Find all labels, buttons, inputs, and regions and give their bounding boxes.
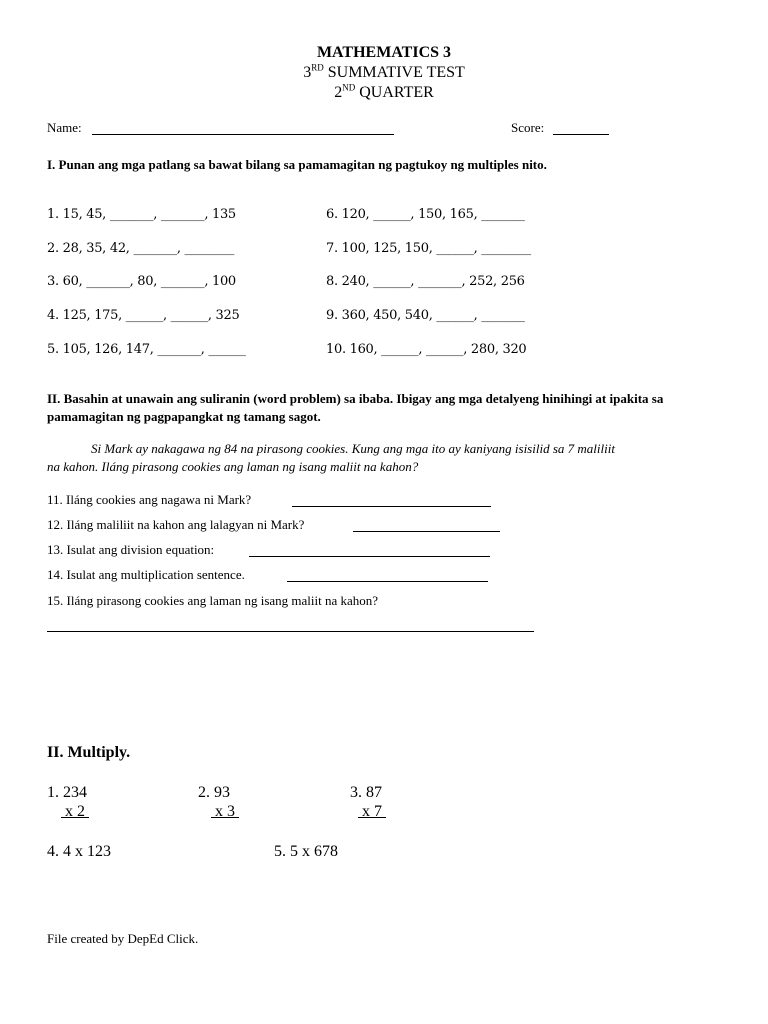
answer-line-14[interactable] — [287, 581, 488, 582]
score-label: Score: — [511, 120, 545, 135]
sequence-item-2: 2. 28, 35, 42, _______, ________ — [47, 241, 235, 256]
multiply-item-2-multiplier: x 3 — [215, 803, 235, 820]
answer-line-11[interactable] — [292, 506, 491, 507]
word-problem-line-2: na kahon. Iláng pirasong cookies ang laman ng isang maliit na kahon? — [47, 459, 419, 474]
name-field-line[interactable] — [92, 134, 394, 135]
sequence-item-8: 8. 240, ______, _______, 252, 256 — [326, 274, 525, 289]
question-15: 15. Iláng pirasong cookies ang laman ng isang maliit na kahon? — [47, 593, 379, 608]
multiply-item-3-bottom — [358, 803, 386, 821]
section2-instruction: II. Basahin at unawain ang suliranin (word problem) sa ibaba. Ibigay ang mga detalyeng hinihingi at ipakita sa pamamagitan ng pagpapangkat ng tamang sagot. — [47, 391, 664, 424]
answer-line-15[interactable] — [47, 631, 534, 632]
multiply-item-1-top: 1. 234 — [47, 784, 87, 801]
multiply-item-4: 4. 4 x 123 — [47, 843, 111, 860]
page-title: MATHEMATICS 3 — [316, 44, 452, 61]
quarter-label — [0, 84, 768, 102]
question-14: 14. Isulat ang multiplication sentence. — [47, 567, 245, 582]
quarter-number-suffix: ND — [342, 82, 356, 93]
test-number-suffix: RD — [311, 62, 324, 73]
sequence-item-3: 3. 60, _______, 80, _______, 100 — [47, 274, 236, 289]
test-name: SUMMATIVE TEST — [323, 64, 465, 81]
multiply-item-1-multiplier: x 2 — [65, 803, 85, 820]
multiply-heading: II. Multiply. — [47, 744, 131, 761]
test-number: 3 — [303, 64, 312, 81]
sequence-item-6: 6. 120, ______, 150, 165, _______ — [326, 207, 525, 222]
question-11: 11. Iláng cookies ang nagawa ni Mark? — [47, 492, 252, 507]
multiply-item-3-multiplier: x 7 — [362, 803, 382, 820]
question-12: 12. Iláng maliliit na kahon ang lalagyan ni Mark? — [47, 517, 305, 532]
section1-instruction: I. Punan ang mga patlang sa bawat bilang sa pamamagitan ng pagtukoy ng multiples nito. — [47, 157, 547, 172]
name-label: Name: — [47, 120, 82, 135]
sequence-item-9: 9. 360, 450, 540, ______, _______ — [326, 308, 525, 323]
word-problem-line-1: Si Mark ay nakagawa ng 84 na pirasong cookies. Kung ang mga ito ay kaniyang isisilid sa 7 maliliit — [91, 441, 615, 456]
multiply-item-2-top: 2. 93 — [198, 784, 230, 801]
question-13: 13. Isulat ang division equation: — [47, 542, 215, 557]
multiply-item-5: 5. 5 x 678 — [274, 843, 338, 860]
answer-line-12[interactable] — [353, 531, 500, 532]
multiply-item-1-bottom — [61, 803, 89, 821]
test-subtitle — [0, 64, 768, 82]
multiply-item-3-top: 3. 87 — [350, 784, 382, 801]
sequence-item-1: 1. 15, 45, _______, _______, 135 — [47, 207, 236, 222]
sequence-item-10: 10. 160, ______, ______, 280, 320 — [326, 342, 527, 357]
sequence-item-4: 4. 125, 175, ______, ______, 325 — [47, 308, 240, 323]
answer-line-13[interactable] — [249, 556, 490, 557]
score-field-line[interactable] — [553, 134, 609, 135]
quarter-text: QUARTER — [355, 84, 434, 101]
multiply-item-2-bottom — [211, 803, 239, 821]
quarter-number: 2 — [334, 84, 343, 101]
sequence-item-7: 7. 100, 125, 150, ______, ________ — [326, 241, 531, 256]
sequence-item-5: 5. 105, 126, 147, _______, ______ — [47, 342, 246, 357]
footer-credit: File created by DepEd Click. — [47, 931, 199, 946]
